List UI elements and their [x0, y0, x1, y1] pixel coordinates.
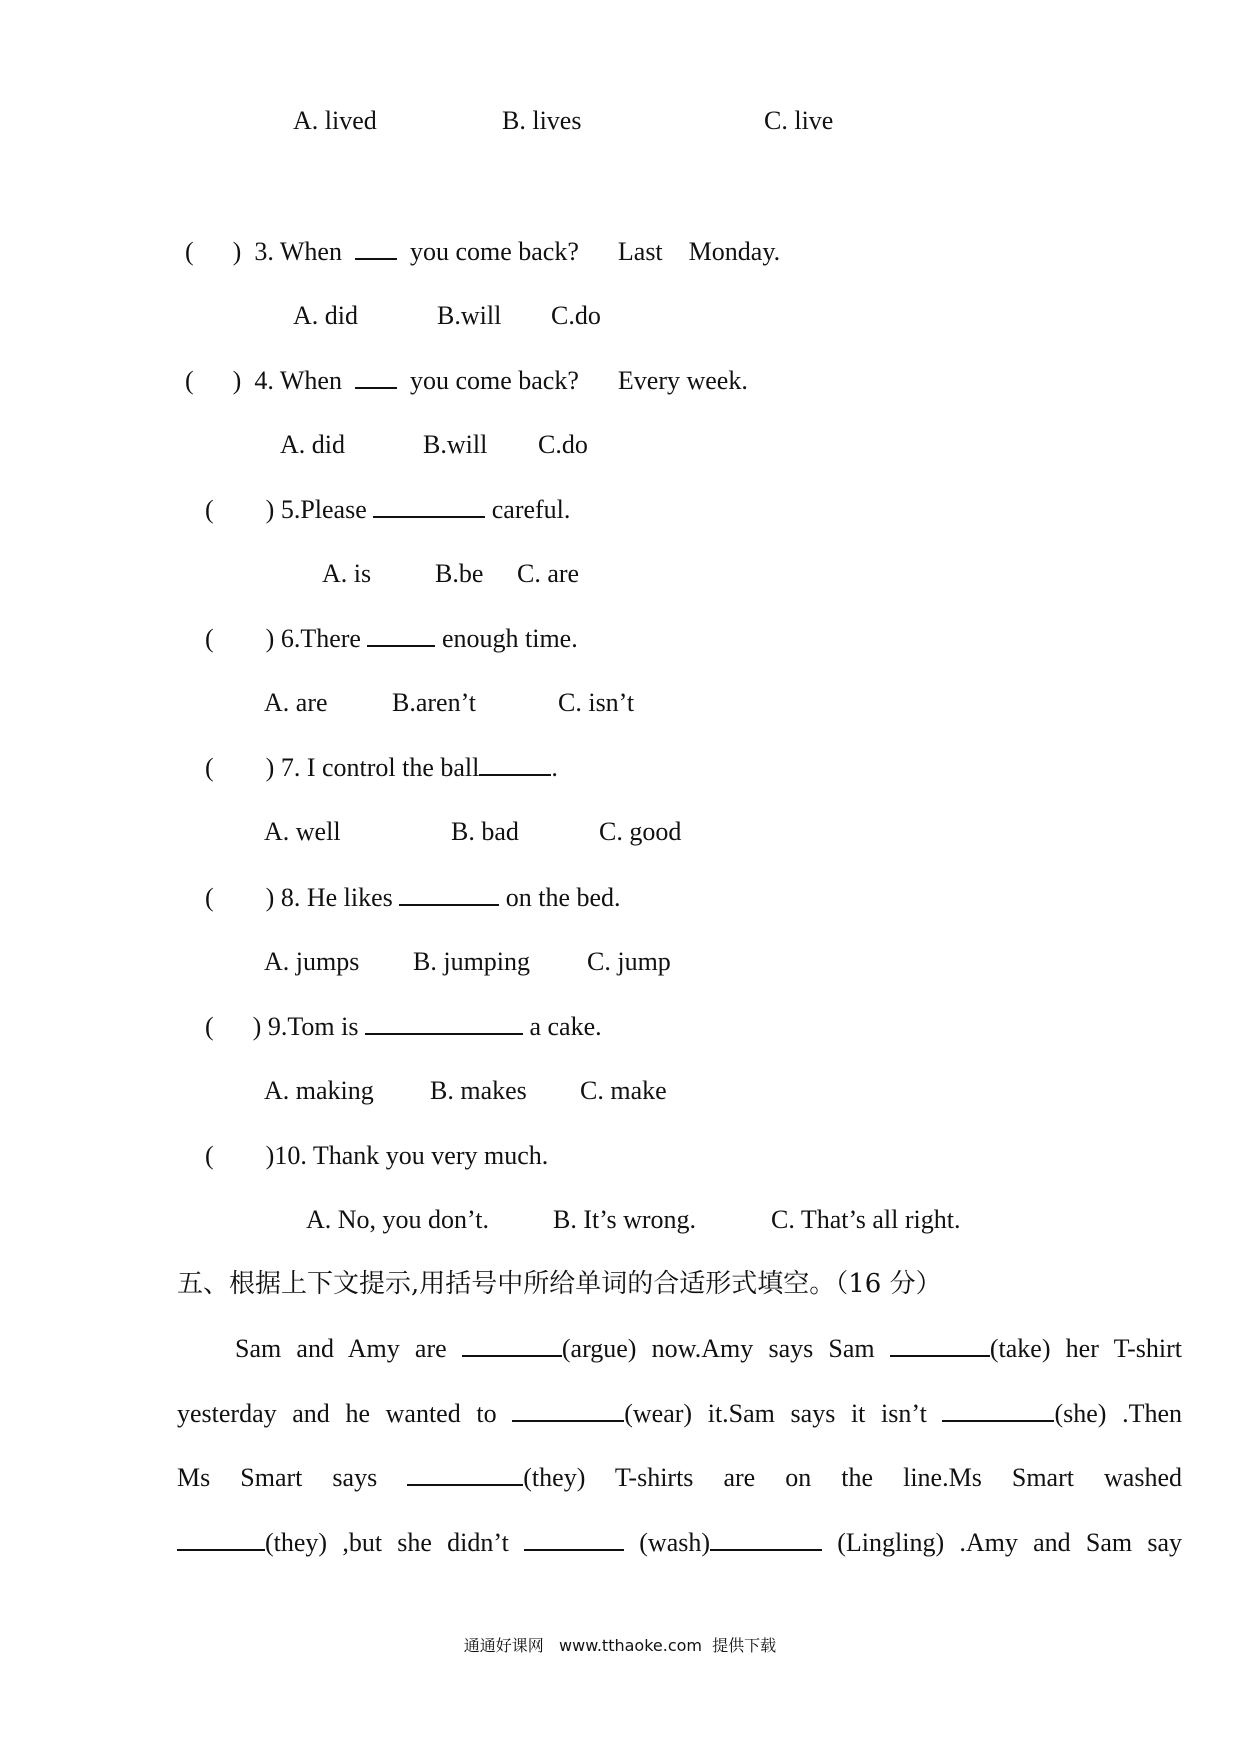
- q4-option-a: A. did: [280, 430, 345, 459]
- answer-paren[interactable]: ( ): [205, 1141, 275, 1170]
- question-answer-text: Last Monday.: [617, 237, 781, 266]
- answer-blank[interactable]: [355, 236, 397, 260]
- passage-blank-3[interactable]: [512, 1398, 624, 1422]
- question-text: 3. When: [254, 237, 342, 266]
- answer-blank[interactable]: [365, 1011, 523, 1035]
- question-text-after: .: [551, 753, 558, 782]
- question-answer-text: Every week.: [617, 366, 748, 395]
- answer-blank[interactable]: [367, 623, 435, 647]
- q8-option-b: B. jumping: [413, 947, 531, 976]
- passage-line-2: [177, 1398, 1182, 1430]
- question-text-after: careful.: [491, 495, 571, 524]
- question-10: [205, 1140, 548, 1172]
- passage-text: Ms Smart says: [177, 1463, 378, 1492]
- passage-text: (they) T-shirts are on the line.Ms Smart washed: [523, 1463, 1182, 1492]
- q3-option-b: B.will: [437, 301, 502, 330]
- answer-blank[interactable]: [373, 494, 485, 518]
- question-text-after: enough time.: [441, 624, 578, 653]
- answer-paren[interactable]: ( ): [205, 495, 275, 524]
- passage-text: Sam and Amy are: [235, 1334, 447, 1363]
- q2-option-c: C. live: [764, 106, 834, 135]
- passage-line-3: [177, 1462, 1182, 1494]
- passage-blank-1[interactable]: [462, 1333, 562, 1357]
- q6-option-c: C. isn’t: [558, 688, 635, 717]
- passage-text: (she) .Then: [1054, 1399, 1183, 1428]
- q5-option-a: A. is: [322, 559, 372, 588]
- q4-option-c: C.do: [538, 430, 588, 459]
- question-7: [205, 752, 558, 784]
- answer-paren[interactable]: ( ): [205, 883, 275, 912]
- passage-text: (take) her T-shirt: [989, 1334, 1182, 1363]
- passage-text: (wear) it.Sam says it isn’t: [624, 1399, 927, 1428]
- q10-option-b: B. It’s wrong.: [553, 1205, 696, 1234]
- q5-option-c: C. are: [517, 559, 580, 588]
- question-3: [185, 236, 780, 268]
- question-text: 6.There: [280, 624, 361, 653]
- q9-option-b: B. makes: [430, 1076, 527, 1105]
- q8-option-c: C. jump: [587, 947, 671, 976]
- passage-blank-4[interactable]: [942, 1398, 1054, 1422]
- passage-text: (Lingling) .Amy and Sam say: [837, 1528, 1182, 1557]
- question-text-after: on the bed.: [505, 883, 621, 912]
- q9-option-c: C. make: [580, 1076, 667, 1105]
- passage-blank-5[interactable]: [407, 1462, 523, 1486]
- q4-option-b: B.will: [423, 430, 488, 459]
- question-text-after: you come back?: [409, 366, 579, 395]
- passage-line-4: [177, 1527, 1182, 1559]
- q3-option-c: C.do: [551, 301, 601, 330]
- section-5-title: 五、根据上下文提示,用括号中所给单词的合适形式填空。（16 分）: [177, 1269, 942, 1299]
- answer-paren[interactable]: ( ): [185, 366, 242, 395]
- q9-option-a: A. making: [264, 1076, 374, 1105]
- q6-option-b: B.aren’t: [392, 688, 476, 717]
- q2-option-a: A. lived: [293, 106, 377, 135]
- question-text: 8. He likes: [280, 883, 393, 912]
- passage-blank-2[interactable]: [890, 1333, 990, 1357]
- answer-paren[interactable]: ( ): [205, 753, 275, 782]
- q3-option-a: A. did: [293, 301, 358, 330]
- passage-blank-6[interactable]: [177, 1527, 265, 1551]
- q10-option-a: A. No, you don’t.: [306, 1205, 489, 1234]
- answer-paren[interactable]: ( ): [205, 1012, 262, 1041]
- page-footer: 通通好课网 www.tthaoke.com 提供下载: [463, 1636, 777, 1655]
- question-5: [205, 494, 570, 526]
- passage-text: (wash): [639, 1528, 711, 1557]
- question-text-after: a cake.: [529, 1012, 602, 1041]
- answer-paren[interactable]: ( ): [185, 237, 242, 266]
- answer-blank[interactable]: [479, 752, 551, 776]
- passage-text: (argue) now.Amy says Sam: [561, 1334, 875, 1363]
- question-text: 4. When: [254, 366, 342, 395]
- passage-text: (they) ,but she didn’t: [265, 1528, 509, 1557]
- q7-option-b: B. bad: [451, 817, 519, 846]
- question-4: [185, 365, 748, 397]
- passage-blank-8[interactable]: [710, 1527, 822, 1551]
- passage-text: yesterday and he wanted to: [177, 1399, 497, 1428]
- q6-option-a: A. are: [264, 688, 328, 717]
- question-text: 10. Thank you very much.: [274, 1141, 549, 1170]
- q10-option-c: C. That’s all right.: [771, 1205, 961, 1234]
- q7-option-a: A. well: [264, 817, 341, 846]
- question-8: [205, 882, 621, 914]
- question-text-after: you come back?: [409, 237, 579, 266]
- answer-paren[interactable]: ( ): [205, 624, 275, 653]
- answer-blank[interactable]: [399, 882, 499, 906]
- passage-blank-7[interactable]: [524, 1527, 624, 1551]
- question-6: [205, 623, 578, 655]
- question-9: [205, 1011, 602, 1043]
- q2-option-b: B. lives: [502, 106, 582, 135]
- q5-option-b: B.be: [435, 559, 484, 588]
- answer-blank[interactable]: [355, 365, 397, 389]
- question-text: 9.Tom is: [267, 1012, 359, 1041]
- question-text: 7. I control the ball: [280, 753, 480, 782]
- q7-option-c: C. good: [599, 817, 682, 846]
- question-text: 5.Please: [280, 495, 367, 524]
- q8-option-a: A. jumps: [264, 947, 360, 976]
- passage-line-1: [177, 1333, 1182, 1365]
